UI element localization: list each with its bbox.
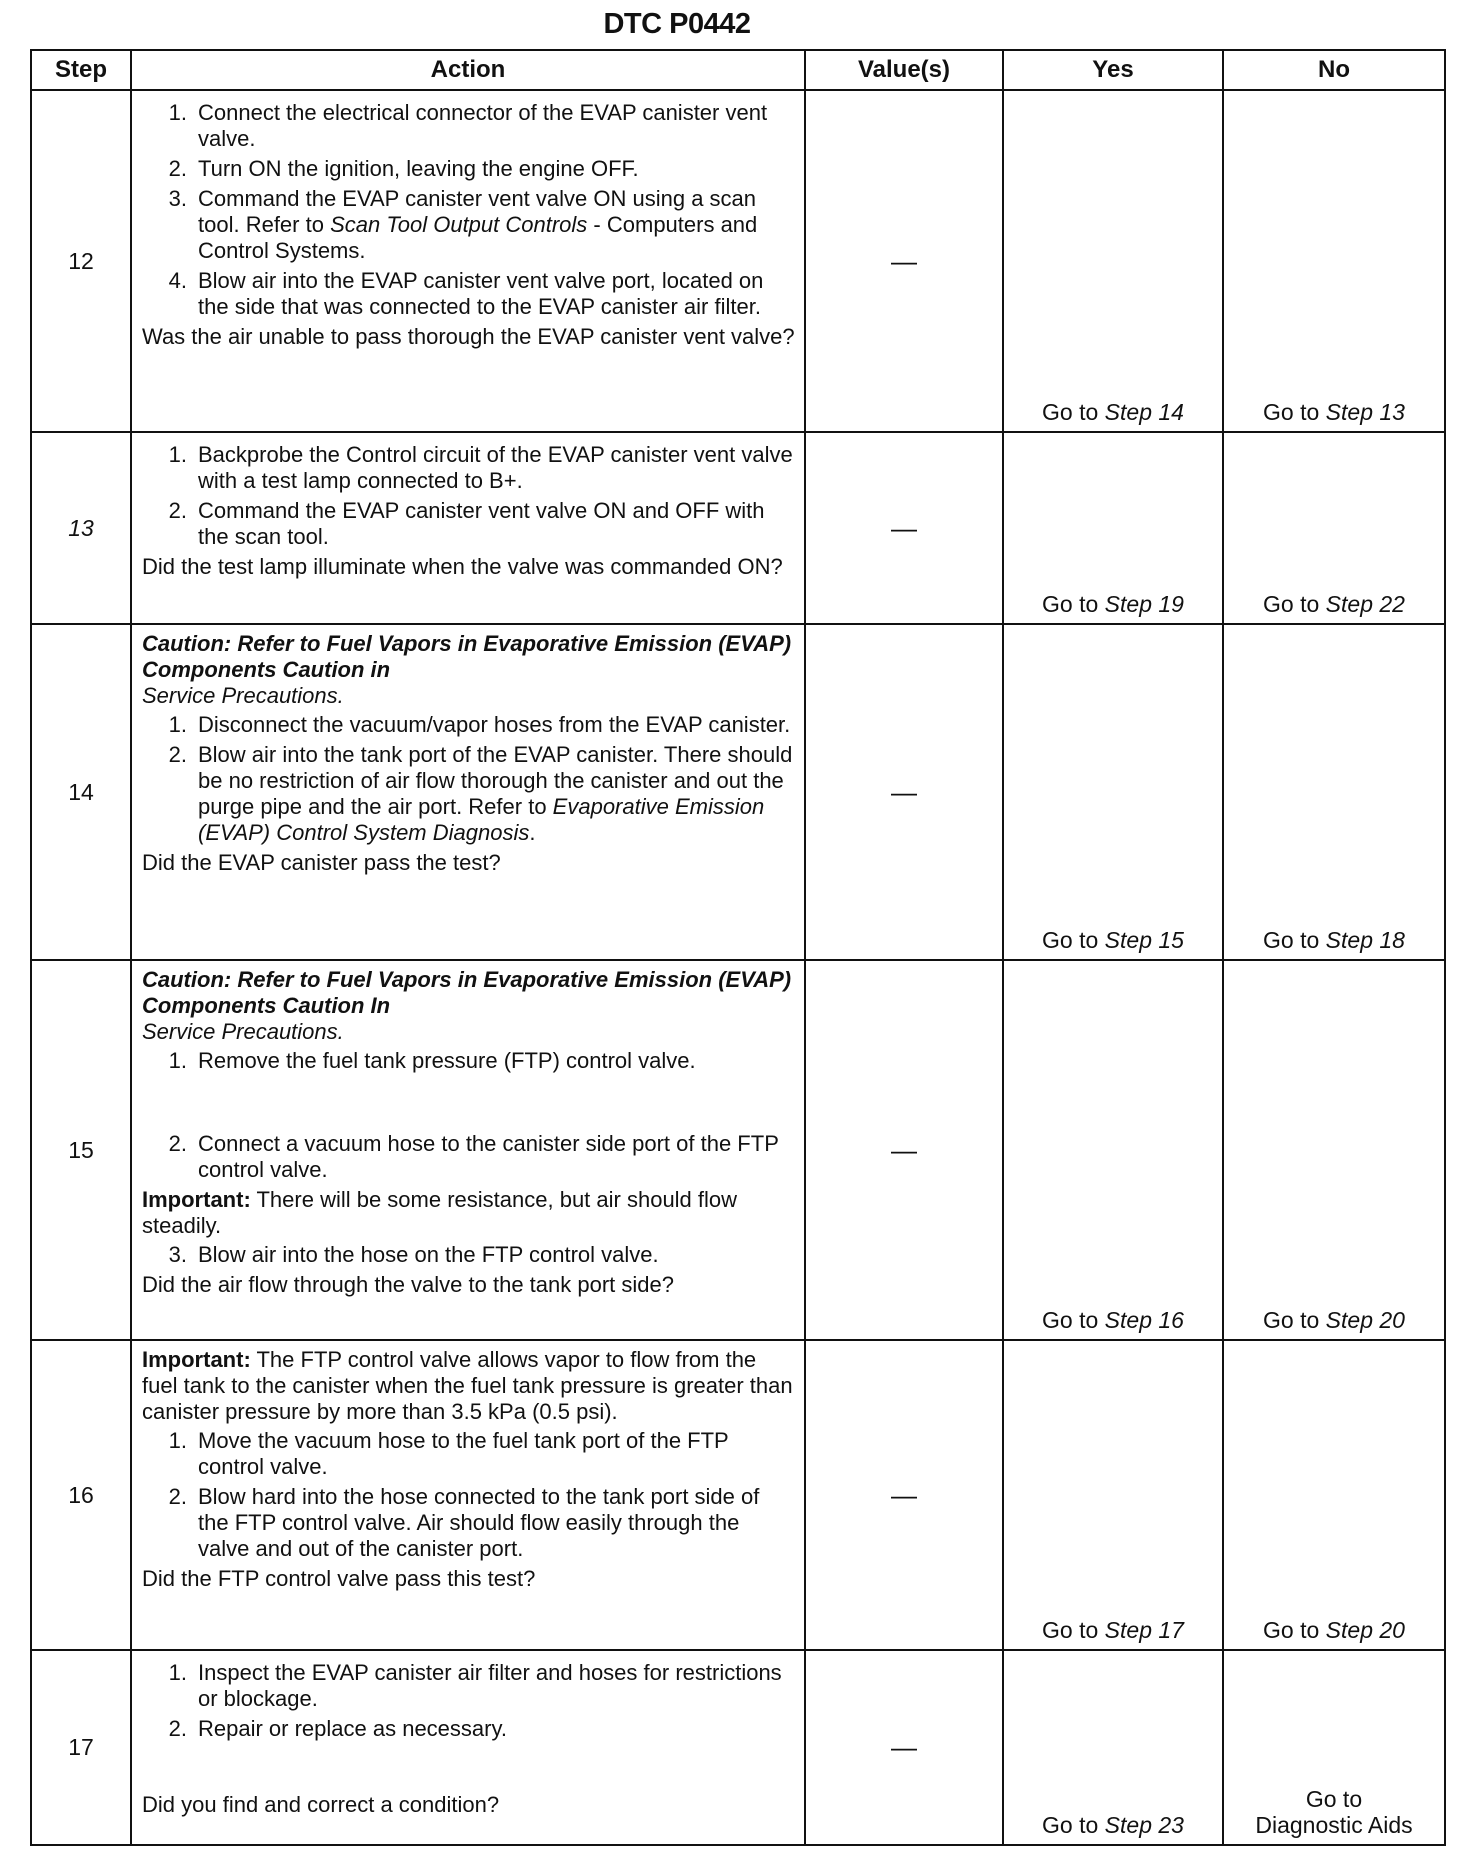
yes-step-ref: Step 19 <box>1104 591 1184 617</box>
item-number: 3. <box>168 1242 187 1267</box>
yes-cell: Go to Step 16 <box>1003 960 1223 1340</box>
list-item: 3. Blow air into the hose on the FTP control valve. <box>142 1242 796 1268</box>
yes-cell: Go to Step 19 <box>1003 432 1223 624</box>
no-step-ref: Step 18 <box>1325 927 1405 953</box>
question-text: Was the air unable to pass thorough the EVAP canister vent valve? <box>142 324 795 349</box>
no-step-ref: Step 13 <box>1325 399 1405 425</box>
list-item: 2. Connect a vacuum hose to the canister side port of the FTP control valve. <box>142 1131 796 1183</box>
item-number: 2. <box>168 742 187 767</box>
question-text: Did the air flow through the valve to the tank port side? <box>142 1272 674 1297</box>
list-item: 1. Inspect the EVAP canister air filter and hoses for restrictions or blockage. <box>142 1660 796 1712</box>
important-label: Important: <box>142 1347 251 1372</box>
reference-link: Scan Tool Output Controls <box>330 212 588 237</box>
action-cell <box>131 960 805 1340</box>
step-number: 14 <box>31 624 131 960</box>
page-title: DTC P0442 <box>603 8 751 40</box>
no-cell: Go to Step 20 <box>1223 960 1445 1340</box>
value-cell: — <box>805 1340 1003 1650</box>
action-cell <box>131 1650 805 1845</box>
yes-step-ref: Step 17 <box>1104 1617 1184 1643</box>
list-item: 2. Turn ON the ignition, leaving the engine OFF. <box>142 156 796 182</box>
table-row <box>31 624 1445 960</box>
caution-reference: Service Precautions. <box>142 683 344 708</box>
no-cell: Go to Step 18 <box>1223 624 1445 960</box>
item-number: 2. <box>168 1131 187 1156</box>
header-step: Step <box>31 50 131 90</box>
value-cell: — <box>805 960 1003 1340</box>
header-action: Action <box>131 50 805 90</box>
question-text: Did the FTP control valve pass this test? <box>142 1566 536 1591</box>
step-number: 15 <box>31 960 131 1340</box>
table-row <box>31 90 1445 432</box>
no-cell: Go to Step 13 <box>1223 90 1445 432</box>
important-note: Important: The FTP control valve allows vapor to flow from the fuel tank to the canister when the fuel tank pressure is greater than canister pressure by more than 3.5 kPa (0.5 psi). <box>142 1347 793 1424</box>
caution-text: Caution: Refer to Fuel Vapors in Evaporative Emission (EVAP) Components Caution in <box>142 631 792 682</box>
caution-text: Caution: Refer to Fuel Vapors in Evaporative Emission (EVAP) Components Caution In <box>142 967 792 1018</box>
list-item: 2. Command the EVAP canister vent valve ON and OFF with the scan tool. <box>142 498 796 550</box>
list-item: 1. Move the vacuum hose to the fuel tank port of the FTP control valve. <box>142 1428 796 1480</box>
caution-reference: Service Precautions. <box>142 1019 344 1044</box>
table-row <box>31 1340 1445 1650</box>
yes-step-ref: Step 15 <box>1104 927 1184 953</box>
important-note: Important: There will be some resistance, but air should flow steadily. <box>142 1187 738 1238</box>
no-cell: Go to Step 20 <box>1223 1340 1445 1650</box>
item-number: 3. <box>168 186 187 211</box>
item-number: 1. <box>168 100 187 125</box>
value-cell: — <box>805 1650 1003 1845</box>
yes-cell: Go to Step 15 <box>1003 624 1223 960</box>
list-item: 1. Disconnect the vacuum/vapor hoses from the EVAP canister. <box>142 712 796 738</box>
no-step-ref: Step 20 <box>1325 1307 1405 1333</box>
question-text: Did you find and correct a condition? <box>142 1792 500 1817</box>
header-yes: Yes <box>1003 50 1223 90</box>
yes-step-ref: Step 14 <box>1104 399 1184 425</box>
item-number: 1. <box>168 1428 187 1453</box>
no-step-ref: Step 20 <box>1325 1617 1405 1643</box>
list-item: 2. Repair or replace as necessary. <box>142 1716 796 1742</box>
action-cell <box>131 1340 805 1650</box>
list-item: 2. Blow hard into the hose connected to the tank port side of the FTP control valve. Air should flow easily through the valve and out of the canister port. <box>142 1484 796 1562</box>
yes-cell: Go to Step 23 <box>1003 1650 1223 1845</box>
list-item: 3. Command the EVAP canister vent valve ON using a scan tool. Refer to Scan Tool Output Controls - Computers and Control Systems. <box>142 186 796 264</box>
yes-cell: Go to Step 14 <box>1003 90 1223 432</box>
table-row <box>31 960 1445 1340</box>
header-no: No <box>1223 50 1445 90</box>
important-label: Important: <box>142 1187 251 1212</box>
list-item: 1. Remove the fuel tank pressure (FTP) control valve. <box>142 1048 796 1074</box>
item-number: 1. <box>168 712 187 737</box>
step-number: 12 <box>31 90 131 432</box>
dtc-table <box>30 49 1446 1846</box>
header-row <box>31 50 1445 90</box>
reference-link: Evaporative Emission (EVAP) Control System Diagnosis <box>198 794 765 845</box>
yes-step-ref: Step 23 <box>1104 1812 1184 1838</box>
no-cell: Go to Step 22 <box>1223 432 1445 624</box>
value-cell: — <box>805 90 1003 432</box>
question-text: Did the test lamp illuminate when the valve was commanded ON? <box>142 554 783 579</box>
item-number: 1. <box>168 1048 187 1073</box>
step-number: 13 <box>31 432 131 624</box>
item-number: 2. <box>168 1484 187 1509</box>
step-number: 16 <box>31 1340 131 1650</box>
value-cell: — <box>805 432 1003 624</box>
action-cell <box>131 90 805 432</box>
list-item: 1. Connect the electrical connector of the EVAP canister vent valve. <box>142 100 796 152</box>
list-item: 4. Blow air into the EVAP canister vent valve port, located on the side that was connected to the EVAP canister air filter. <box>142 268 796 320</box>
no-cell: Go to Diagnostic Aids <box>1223 1650 1445 1845</box>
table-row <box>31 1650 1445 1845</box>
item-number: 2. <box>168 498 187 523</box>
list-item: 2. Blow air into the tank port of the EVAP canister. There should be no restriction of air flow thorough the canister and out the purge pipe and the air port. Refer to Evaporative Emission (EVAP) Control System Diagnosis. <box>142 742 796 846</box>
step-number: 17 <box>31 1650 131 1845</box>
item-number: 2. <box>168 156 187 181</box>
action-cell <box>131 432 805 624</box>
item-number: 1. <box>168 1660 187 1685</box>
diagnostic-aids-ref: Diagnostic Aids <box>1255 1812 1413 1838</box>
yes-cell: Go to Step 17 <box>1003 1340 1223 1650</box>
header-values: Value(s) <box>805 50 1003 90</box>
value-cell: — <box>805 624 1003 960</box>
list-item: 1. Backprobe the Control circuit of the EVAP canister vent valve with a test lamp connected to B+. <box>142 442 796 494</box>
item-number: 2. <box>168 1716 187 1741</box>
yes-step-ref: Step 16 <box>1104 1307 1184 1333</box>
item-number: 1. <box>168 442 187 467</box>
item-number: 4. <box>168 268 187 293</box>
question-text: Did the EVAP canister pass the test? <box>142 850 501 875</box>
no-step-ref: Step 22 <box>1325 591 1405 617</box>
table-row <box>31 432 1445 624</box>
action-cell <box>131 624 805 960</box>
